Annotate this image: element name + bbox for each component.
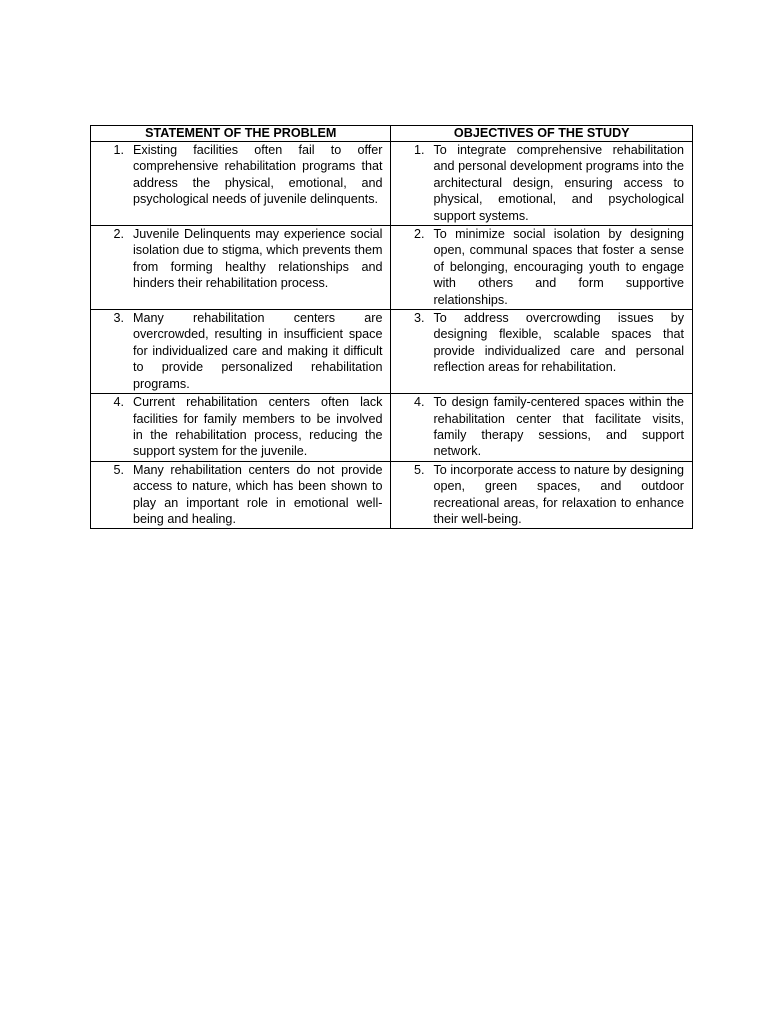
table-row bbox=[91, 310, 693, 394]
objective-cell bbox=[391, 226, 693, 310]
table-row bbox=[91, 226, 693, 310]
problem-text: Current rehabilitation centers often lack facilities for family members to be involved in the rehabilitation process, reducing the support system for the juvenile. bbox=[133, 395, 383, 459]
table-header bbox=[91, 126, 693, 142]
objective-number: 3. bbox=[413, 311, 425, 326]
objective-text: To address overcrowding issues by designing flexible, scalable spaces that provide individualized care and personal reflection areas for rehabilitation. bbox=[433, 311, 684, 375]
objective-text: To incorporate access to nature by designing open, green spaces, and outdoor recreational areas, for relaxation to enhance their well-being. bbox=[433, 462, 684, 526]
problem-text: Juvenile Delinquents may experience social isolation due to stigma, which prevents them from forming healthy relationships and hinders their rehabilitation process. bbox=[133, 227, 383, 291]
objective-cell bbox=[391, 142, 693, 226]
problem-objectives-table bbox=[90, 125, 693, 529]
header-row bbox=[91, 126, 693, 142]
problem-text: Many rehabilitation centers do not provide access to nature, which has been shown to play an important role in emotional well-being and healing. bbox=[133, 462, 383, 526]
objective-text: To design family-centered spaces within the rehabilitation center that facilitate visits, family therapy sessions, and support network. bbox=[433, 395, 684, 459]
problem-number: 5. bbox=[113, 462, 124, 477]
table-row bbox=[91, 394, 693, 462]
objective-number: 2. bbox=[413, 227, 425, 242]
table-body bbox=[91, 142, 693, 529]
problem-cell bbox=[91, 461, 391, 529]
header-statement-of-problem: STATEMENT OF THE PROBLEM bbox=[91, 126, 391, 142]
header-objectives-of-study: OBJECTIVES OF THE STUDY bbox=[391, 126, 693, 142]
objective-text: To integrate comprehensive rehabilitation and personal development programs into the architectural design, ensuring access to physical, emotional, and psychological support systems. bbox=[433, 143, 684, 223]
objective-number: 1. bbox=[413, 143, 425, 157]
objective-number: 4. bbox=[413, 395, 425, 410]
problem-number: 4. bbox=[113, 395, 124, 410]
table-row bbox=[91, 142, 693, 226]
problem-text: Many rehabilitation centers are overcrowded, resulting in insufficient space for individualized care and making it difficult to provide personalized rehabilitation programs. bbox=[133, 311, 383, 391]
objective-cell bbox=[391, 310, 693, 394]
objective-cell bbox=[391, 461, 693, 529]
objective-cell bbox=[391, 394, 693, 462]
table-row bbox=[91, 461, 693, 529]
problem-cell bbox=[91, 142, 391, 226]
problem-text: Existing facilities often fail to offer comprehensive rehabilitation programs that address the physical, emotional, and psychological needs of juvenile delinquents. bbox=[133, 143, 383, 207]
problem-cell bbox=[91, 226, 391, 310]
problem-number: 1. bbox=[113, 143, 124, 157]
problem-number: 3. bbox=[113, 311, 124, 326]
objective-text: To minimize social isolation by designing open, communal spaces that foster a sense of belonging, encouraging youth to engage with others and form supportive relationships. bbox=[433, 227, 684, 307]
problem-number: 2. bbox=[113, 227, 124, 242]
objective-number: 5. bbox=[413, 462, 425, 477]
problem-cell bbox=[91, 310, 391, 394]
problem-cell bbox=[91, 394, 391, 462]
